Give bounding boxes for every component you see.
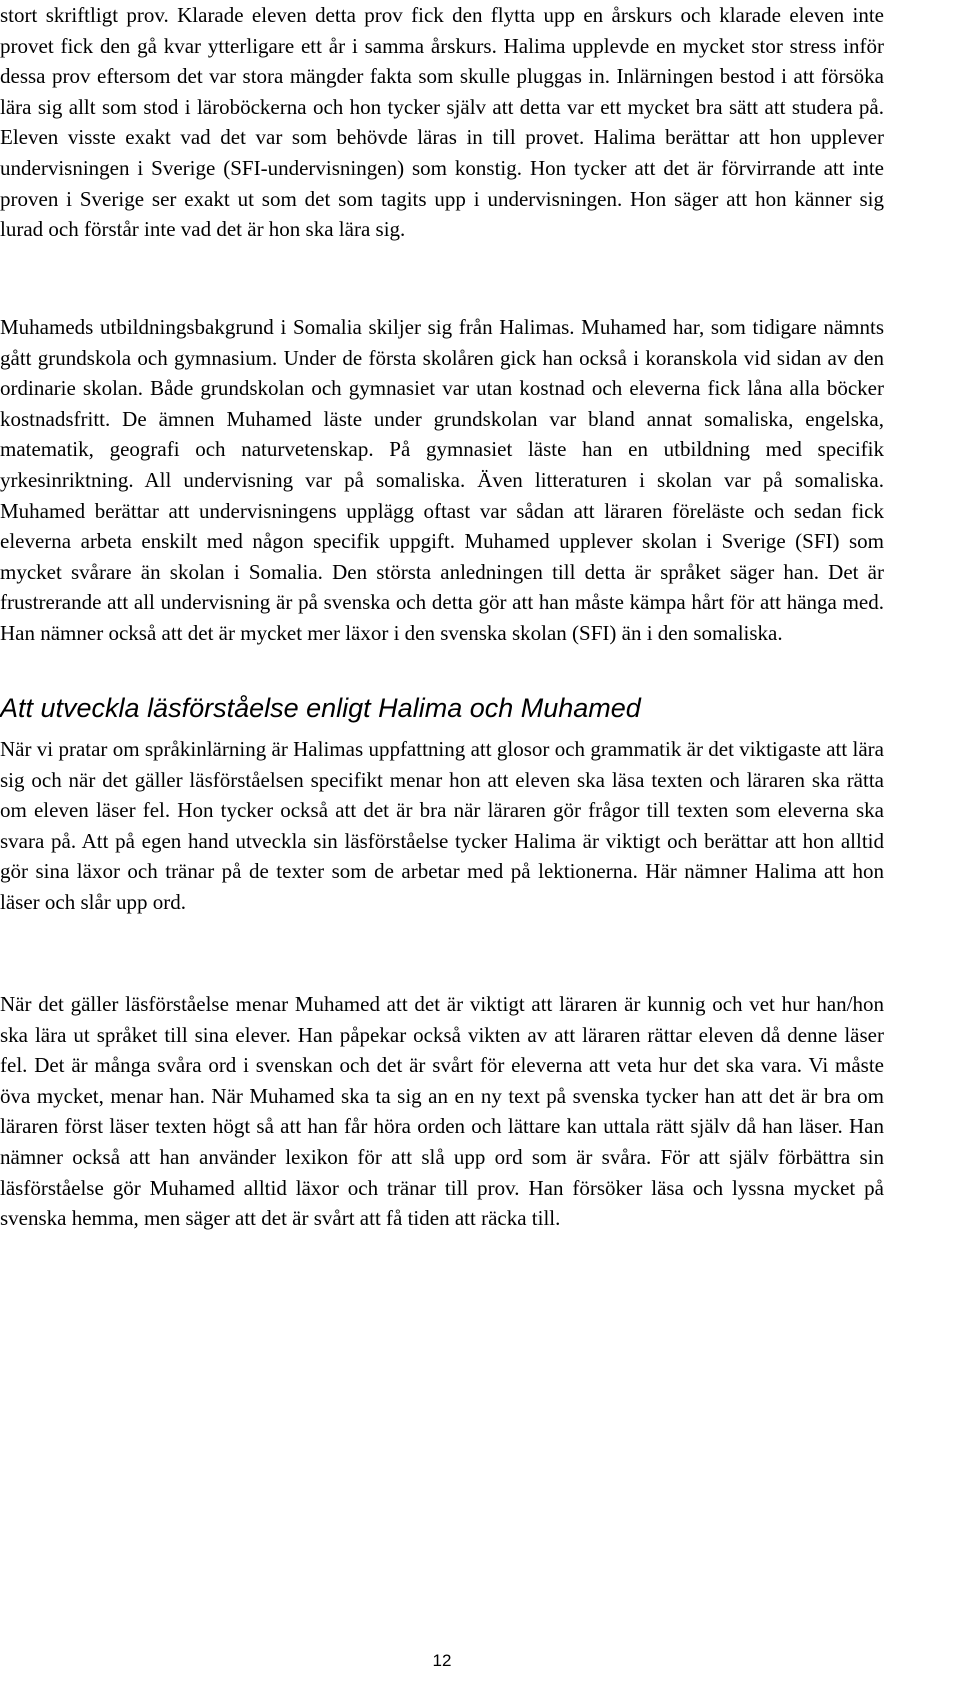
paragraph-text: När det gäller läsförståelse menar Muhamed att det är viktigt att läraren är kunnig och vet hur han/hon ska lära ut språket till sina elever. Han påpekar också vikten av att läraren rättar eleven då denne läser fel. Det är många svåra ord i svenskan och det är svårt för eleverna att veta hur det ska vara. Vi måste öva mycket, menar han. När Muhamed ska ta sig an en ny text på svenska tycker han att det är bra om läraren först läser texten högt så att han får höra orden och lättare kan uttala rätt själv då han läser. Han nämner också att han använder lexikon för att slå upp ord som är svåra. För att själv förbättra sin läsförståelse gör Muhamed alltid läxor och tränar till prov. Han försöker läsa och lyssna mycket på svenska hemma, men säger att det är svårt att få tiden att räcka till.	[0, 992, 884, 1231]
page-number: 12	[432, 1651, 452, 1670]
paragraph-text: När vi pratar om språkinlärning är Halimas uppfattning att glosor och grammatik är det viktigaste att lära sig och när det gäller läsförståelsen specifikt menar hon att eleven ska läsa texten och läraren ska rätta om eleven läser fel. Hon tycker också att det är bra när läraren gör frågor till texten som eleverna ska svara på. Att på egen hand utveckla sin läsförståelse tycker Halima är viktigt och berättar att hon alltid gör sina läxor och tränar på de texter som de arbetar med på lektionerna. Här nämner Halima att hon läser och slår upp ord.	[0, 737, 884, 914]
paragraph-halima-education	[0, 0, 884, 245]
section-heading: Att utveckla läsförståelse enligt Halima och Muhamed	[0, 693, 641, 723]
paragraph-muhamed-education	[0, 312, 884, 649]
paragraph-text: Muhameds utbildningsbakgrund i Somalia skiljer sig från Halimas. Muhamed har, som tidigare nämnts gått grundskola och gymnasium. Under de första skolåren gick han också i koranskola vid sidan av den ordinarie skolan. Både grundskolan och gymnasiet var utan kostnad och eleverna fick låna alla böcker kostnadsfritt. De ämnen Muhamed läste under grundskolan var bland annat somaliska, engelska, matematik, geografi och naturvetenskap. På gymnasiet läste han en utbildning med specifik yrkesinriktning. All undervisning var på somaliska. Även litteraturen i skolan var på somaliska. Muhamed berättar att undervisningens upplägg oftast var sådan att läraren föreläste och sedan fick eleverna arbeta enskilt med någon specifik uppgift. Muhamed upplever skolan i Sverige (SFI) som mycket svårare än skolan i Somalia. Den största anledningen till detta är språket säger han. Det är frustrerande att all undervisning är på svenska och detta gör att han måste kämpa hårt för att hänga med. Han nämner också att det är mycket mer läxor i den svenska skolan (SFI) än i den somaliska.	[0, 315, 884, 645]
paragraph-halima-reading	[0, 734, 884, 918]
paragraph-muhamed-reading	[0, 989, 884, 1234]
paragraph-text: stort skriftligt prov. Klarade eleven detta prov fick den flytta upp en årskurs och klarade eleven inte provet fick den gå kvar ytterligare ett år i samma årskurs. Halima upplevde en mycket stor stress inför dessa prov eftersom det var stora mängder fakta som skulle pluggas in. Inlärningen bestod i att försöka lära sig allt som stod i läroböckerna och hon tycker själv att detta var ett mycket bra sätt att studera på. Eleven visste exakt vad det var som behövde läras in till provet. Halima berättar att hon upplever undervisningen i Sverige (SFI-undervisningen) som konstig. Hon tycker att det är förvirrande att inte proven i Sverige ser exakt ut som det som tagits upp i undervisningen. Hon säger att hon känner sig lurad och förstår inte vad det är hon ska lära sig.	[0, 3, 884, 242]
